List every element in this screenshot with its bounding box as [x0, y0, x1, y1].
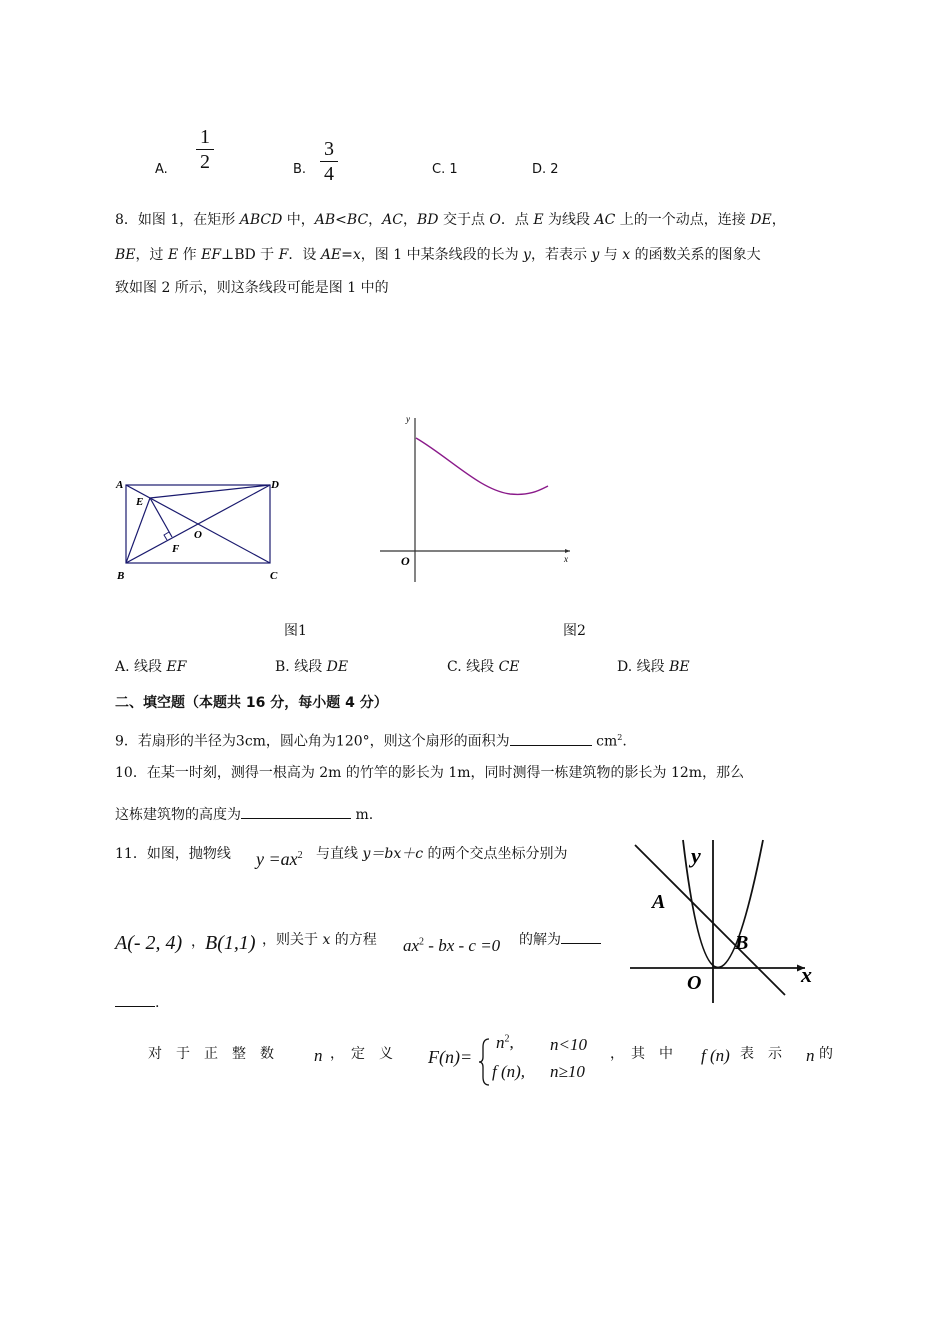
q8-math: O	[489, 212, 501, 228]
q11-end: .	[155, 995, 160, 1011]
q8-text: ．点	[500, 212, 534, 228]
equation-exponent: 2	[419, 936, 425, 948]
q11-equation	[403, 936, 500, 956]
case-1-exponent: 2	[504, 1033, 510, 1045]
q8-text: ，图 1 中某条线段的长为	[360, 247, 524, 263]
q11-text: 与直线	[316, 846, 363, 862]
label-e: E	[136, 496, 144, 508]
q8-math: DE	[750, 212, 772, 228]
q12-fn: f (n)	[701, 1046, 730, 1065]
q8-option-a	[115, 657, 186, 677]
segment-de	[150, 485, 270, 498]
formula-exponent: 2	[297, 850, 303, 861]
q10-answer-blank[interactable]	[241, 818, 351, 819]
q8-text: 中，	[282, 212, 315, 228]
q12-case-1	[496, 1033, 514, 1053]
q8-line-3: 致如图 2 所示，则这条线段可能是图 1 中的	[115, 280, 389, 296]
q12-text-d: 表 示	[740, 1046, 782, 1062]
q11-parabola-formula	[256, 849, 303, 870]
q7-option-b: B.	[293, 162, 307, 177]
equation-base: ax	[403, 936, 420, 955]
q9-unit: cm	[591, 733, 618, 750]
q10-text: 这栋建筑物的高度为	[115, 807, 241, 823]
q11-answer-blank-cont[interactable]	[115, 1006, 155, 1007]
formula-base: y =ax	[256, 849, 298, 869]
q11-point-a: A(- 2, 4)	[115, 932, 183, 954]
q8-text: ，若表示	[530, 247, 592, 263]
q12-text-a: 对 于 正 整 数	[148, 1046, 274, 1062]
label-o: O	[194, 529, 202, 541]
label-o: O	[687, 972, 702, 994]
q8-math: F	[278, 247, 289, 263]
option-segment: CE	[498, 659, 520, 675]
q7-option-c: C. 1	[432, 162, 458, 177]
q11-text: ，则关于	[262, 932, 323, 948]
q8-math: E	[533, 212, 544, 228]
q12-n1: n	[314, 1046, 323, 1065]
q8-math: AC	[382, 212, 403, 228]
q8-option-c	[447, 657, 520, 677]
q12-f-definition: F(n)=	[428, 1047, 473, 1067]
q8-line-2	[115, 245, 761, 265]
x-axis-arrow	[565, 549, 570, 553]
label-y: y	[406, 414, 410, 424]
q11-line-1-cont	[316, 844, 568, 864]
q8-math: AE=x	[320, 247, 361, 263]
q8-line-1	[115, 210, 786, 230]
q7-b-numerator: 3	[324, 138, 334, 160]
q8-text: 8．如图 1，在矩形	[115, 212, 240, 228]
q7-option-b-fraction	[320, 138, 338, 185]
label-d: D	[271, 479, 279, 491]
label-c: C	[270, 570, 278, 582]
q11-answer-blank[interactable]	[561, 943, 601, 944]
q11-line-formula: y＝bx＋c	[362, 846, 424, 862]
q8-text: ．设	[288, 247, 321, 263]
label-b: B	[117, 570, 125, 582]
q8-math: E	[167, 247, 179, 263]
q8-text: 的函数关系的图象大	[630, 247, 761, 263]
q8-math: AC	[594, 212, 616, 228]
figure-1-caption: 图1	[284, 623, 307, 639]
q10-line-2	[115, 805, 373, 825]
q11-variable: x	[322, 932, 331, 948]
option-segment: BE	[669, 659, 690, 675]
label-a: A	[116, 479, 124, 491]
equation-rest: - bx - c =0	[424, 936, 501, 955]
q9	[115, 728, 627, 752]
q8-option-d	[617, 657, 690, 677]
q8-text: 与	[599, 247, 623, 263]
label-x: x	[564, 554, 568, 564]
q12-case-2-condition: n≥10	[550, 1062, 585, 1081]
fraction-bar	[320, 161, 338, 162]
q8-option-b	[275, 657, 348, 677]
q8-text: ，过	[135, 247, 168, 263]
q12-case-2: f (n),	[492, 1062, 526, 1081]
q11-graph	[625, 835, 825, 1005]
q8-figure-1	[110, 474, 290, 584]
q11-text: 的两个交点坐标分别为	[423, 846, 568, 862]
straight-line	[635, 845, 785, 995]
q8-math: ABCD	[239, 212, 283, 228]
label-a: A	[652, 891, 666, 913]
left-brace-icon	[478, 1037, 492, 1087]
case-1-base: n	[496, 1033, 505, 1052]
q8-math: AB<BC	[314, 212, 369, 228]
option-prefix: C. 线段	[447, 659, 499, 675]
q7-b-denominator: 4	[324, 163, 334, 185]
q8-math: x	[622, 247, 631, 263]
option-prefix: B. 线段	[275, 659, 327, 675]
label-y: y	[691, 843, 701, 868]
q11-text: 的解为	[519, 932, 561, 948]
q11-line-2	[262, 930, 377, 950]
q12-text-c: ， 其 中	[610, 1046, 673, 1062]
q11-separator: ，	[191, 934, 205, 950]
q8-text: 为线段	[543, 212, 595, 228]
option-segment: EF	[166, 659, 187, 675]
q12-case-1-condition: n<10	[550, 1035, 587, 1054]
label-f: F	[172, 543, 180, 555]
case-1-comma: ,	[509, 1033, 514, 1052]
q9-unit-exponent: 2	[617, 733, 623, 742]
q11-point-b: B(1,1)	[205, 932, 256, 954]
option-segment: DE	[326, 659, 349, 675]
q7-option-d: D. 2	[532, 162, 559, 177]
function-curve	[416, 438, 548, 494]
q7-a-numerator: 1	[200, 126, 210, 148]
q12-text-b: ， 定 义	[330, 1046, 393, 1062]
q12-n2: n	[806, 1046, 815, 1065]
label-o: O	[401, 554, 410, 568]
q8-text: ，	[771, 212, 786, 228]
figure-2-caption: 图2	[563, 623, 586, 639]
q11-line-1	[115, 844, 231, 864]
q8-text: 交于点	[438, 212, 490, 228]
q8-math: BE	[115, 247, 136, 263]
q10-unit: m.	[351, 807, 374, 823]
right-angle-mark	[164, 532, 169, 540]
option-prefix: A. 线段	[115, 659, 167, 675]
q7-option-a-fraction	[196, 126, 214, 173]
q8-text: ，	[368, 212, 383, 228]
q8-text: 作	[178, 247, 202, 263]
q8-math: y	[523, 247, 531, 263]
q10-line-1: 10．在某一时刻，测得一根高为 2m 的竹竿的影长为 1m，同时测得一栋建筑物的影长为 12m，那么	[115, 765, 745, 781]
q8-text: ，	[403, 212, 417, 228]
q12-text-e: 的	[819, 1046, 833, 1062]
q11-line-2-end	[519, 930, 601, 950]
q8-text: ⊥BD 于	[221, 247, 279, 263]
label-x: x	[801, 962, 812, 987]
q9-answer-blank[interactable]	[510, 745, 592, 746]
q11-line-3	[115, 993, 159, 1013]
q7-a-denominator: 2	[200, 151, 210, 173]
section-2-title: 二、填空题（本题共 16 分，每小题 4 分）	[115, 695, 388, 711]
q11-text: 11．如图，抛物线	[115, 846, 231, 862]
q9-end: .	[622, 733, 627, 750]
q8-math: BD	[417, 212, 439, 228]
fraction-bar	[196, 149, 214, 150]
q9-text: 9．若扇形的半径为3cm，圆心角为120°，则这个扇形的面积为	[115, 733, 510, 750]
q11-text: 的方程	[330, 932, 377, 948]
q8-figure-2	[370, 410, 585, 585]
q8-text: 上的一个动点，连接	[615, 212, 751, 228]
q7-option-a: A.	[155, 162, 168, 177]
q8-math: y	[591, 247, 600, 263]
q8-math: EF	[201, 247, 222, 263]
option-prefix: D. 线段	[617, 659, 670, 675]
label-b: B	[735, 932, 749, 954]
